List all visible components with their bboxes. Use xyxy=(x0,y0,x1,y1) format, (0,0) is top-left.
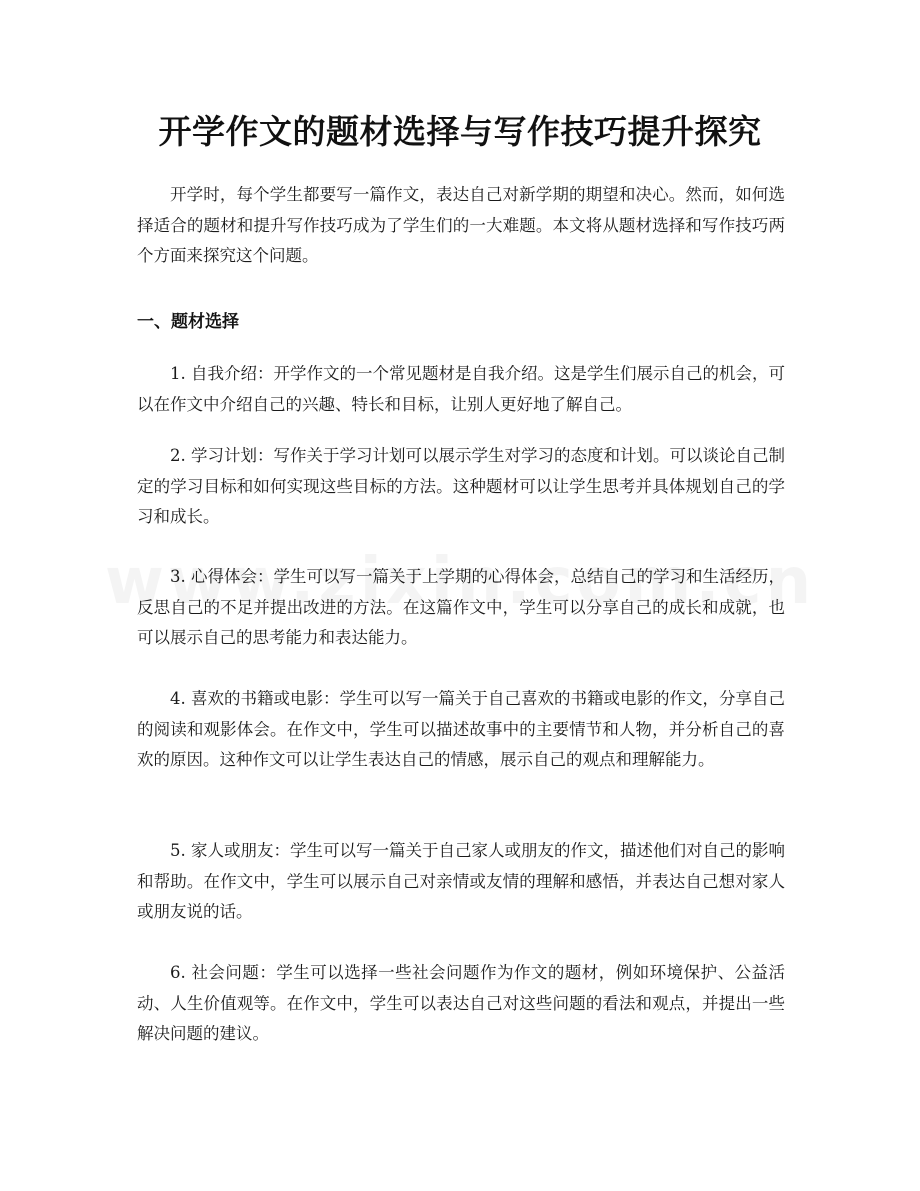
list-item: 6. 社会问题：学生可以选择一些社会问题作为作文的题材，例如环境保护、公益活动、人生价值观等。在作文中，学生可以表达自己对这些问题的看法和观点，并提出一些解决问题的建议。 xyxy=(137,963,785,1043)
page-title: 开学作文的题材选择与写作技巧提升探究 xyxy=(158,112,762,151)
list-item: 2. 学习计划：写作关于学习计划可以展示学生对学习的态度和计划。可以谈论自己制定的学习目标和如何实现这些目标的方法。这种题材可以让学生思考并具体规划自己的学习和成长。 xyxy=(137,446,785,526)
list-item: 4. 喜欢的书籍或电影：学生可以写一篇关于自己喜欢的书籍或电影的作文，分享自己的阅读和观影体会。在作文中，学生可以描述故事中的主要情节和人物，并分析自己的喜欢的原因。这种作文可以让学生表达自己的情感，展示自己的观点和理解能力。 xyxy=(137,689,785,769)
list-item: 5. 家人或朋友：学生可以写一篇关于自己家人或朋友的作文，描述他们对自己的影响和帮助。在作文中，学生可以展示自己对亲情或友情的理解和感悟，并表达自己想对家人或朋友说的话。 xyxy=(137,841,785,921)
list-item: 3. 心得体会：学生可以写一篇关于上学期的心得体会，总结自己的学习和生活经历，反思自己的不足并提出改进的方法。在这篇作文中，学生可以分享自己的成长和成就，也可以展示自己的思考能力和表达能力。 xyxy=(137,567,785,647)
list-item: 1. 自我介绍：开学作文的一个常见题材是自我介绍。这是学生们展示自己的机会，可以在作文中介绍自己的兴趣、特长和目标，让别人更好地了解自己。 xyxy=(137,364,785,414)
intro-paragraph: 开学时，每个学生都要写一篇作文，表达自己对新学期的期望和决心。然而，如何选择适合的题材和提升写作技巧成为了学生们的一大难题。本文将从题材选择和写作技巧两个方面来探究这个问题。 xyxy=(137,185,785,265)
section-heading: 一、题材选择 xyxy=(137,312,239,332)
